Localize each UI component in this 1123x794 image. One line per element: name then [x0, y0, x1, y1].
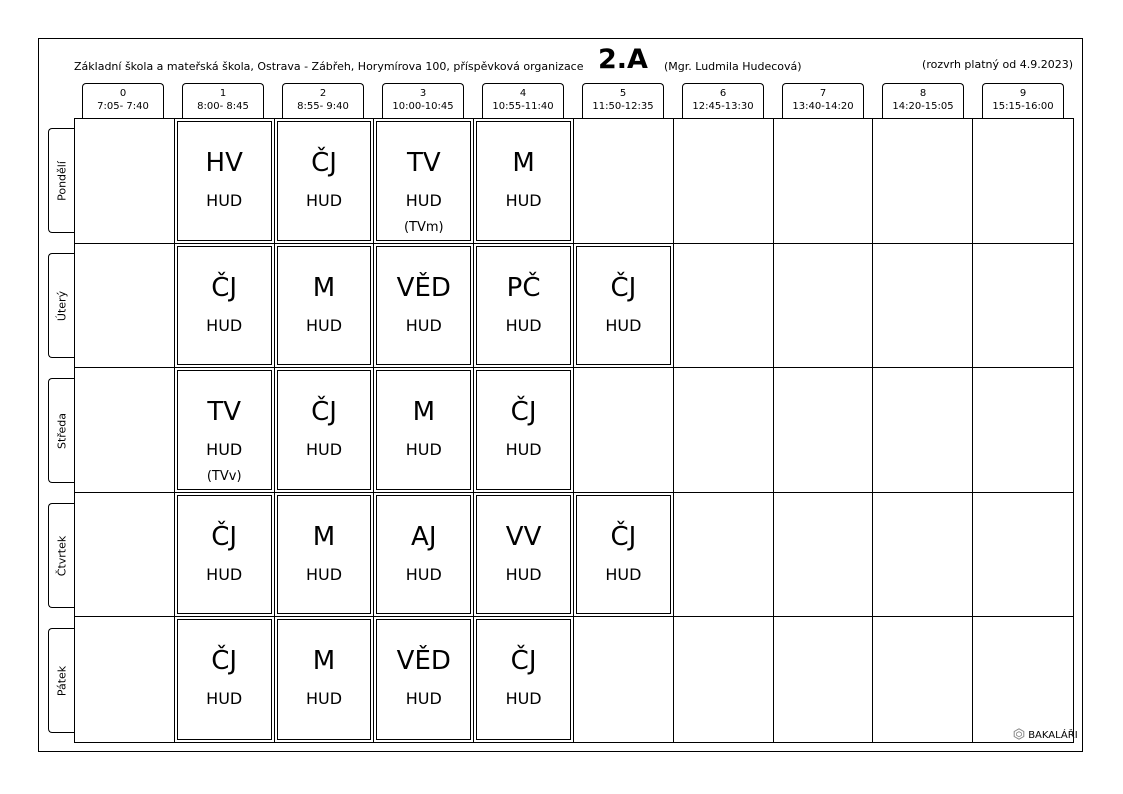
lesson-subject: VV — [505, 521, 542, 552]
timetable-cell — [275, 493, 375, 618]
timetable-cell — [175, 493, 275, 618]
lesson-subject: ČJ — [510, 397, 537, 428]
period-number: 9 — [1019, 88, 1027, 99]
lesson-teacher: HUD — [305, 440, 343, 460]
day-label — [48, 503, 74, 608]
brand-logo — [1013, 728, 1078, 741]
lesson-teacher: HUD — [405, 191, 442, 210]
lesson-card[interactable] — [476, 619, 571, 740]
lesson-teacher: HUD — [206, 191, 243, 210]
lesson-subject: VĚD — [396, 272, 451, 303]
lesson-subject: M — [312, 646, 336, 677]
timetable-cell — [774, 617, 874, 742]
lesson-card[interactable] — [376, 370, 471, 490]
lesson-card[interactable] — [177, 495, 272, 615]
lesson-subject: ČJ — [211, 272, 238, 303]
timetable-cell — [873, 617, 973, 742]
timetable-cell — [374, 368, 474, 493]
period-header-5 — [582, 83, 664, 119]
period-header-6 — [682, 83, 764, 119]
lesson-subject: AJ — [411, 521, 437, 552]
period-number: 7 — [819, 88, 827, 99]
timetable-cell — [374, 617, 474, 742]
period-time: 14:20-15:05 — [892, 101, 954, 112]
lesson-card[interactable] — [177, 370, 272, 490]
lesson-teacher: HUD — [405, 440, 442, 460]
day-name: Úterý — [55, 290, 68, 321]
day-name: Čtvrtek — [55, 535, 68, 576]
timetable-cell — [674, 244, 774, 369]
lesson-card[interactable] — [177, 619, 272, 740]
timetable-cell — [574, 368, 674, 493]
period-header-1 — [182, 83, 264, 119]
timetable-cell — [774, 119, 874, 244]
period-number: 0 — [119, 88, 127, 99]
timetable-cell — [175, 368, 275, 493]
timetable-cell — [674, 368, 774, 493]
bakalari-logo-icon — [1013, 728, 1025, 740]
lesson-card[interactable] — [476, 246, 571, 366]
lesson-teacher: HUD — [505, 191, 542, 210]
lesson-card[interactable] — [177, 246, 272, 366]
timetable-cell — [774, 493, 874, 618]
timetable-cell — [973, 617, 1073, 742]
timetable-cell — [374, 244, 474, 369]
timetable-cell — [175, 244, 275, 369]
day-label — [48, 128, 74, 233]
lesson-subject: ČJ — [311, 148, 337, 178]
period-number: 4 — [519, 88, 527, 99]
timetable-cell — [474, 368, 574, 493]
lesson-subject: ČJ — [311, 397, 337, 428]
lesson-card[interactable] — [576, 495, 671, 615]
timetable-cell — [574, 119, 674, 244]
period-time: 10:55-11:40 — [492, 101, 554, 112]
timetable-cell — [973, 368, 1073, 493]
timetable-cell — [873, 244, 973, 369]
lesson-teacher: HUD — [605, 315, 642, 335]
day-label — [48, 628, 74, 733]
lesson-subject: ČJ — [610, 272, 637, 303]
lesson-teacher: HUD — [405, 315, 442, 335]
period-time: 13:40-14:20 — [792, 101, 854, 112]
lesson-subject: M — [412, 397, 435, 428]
lesson-subject: M — [312, 521, 336, 552]
lesson-teacher: HUD — [305, 191, 343, 210]
period-time: 11:50-12:35 — [592, 101, 654, 112]
validity-date: (rozvrh platný od 4.9.2023) — [922, 58, 1073, 71]
timetable-cell — [75, 493, 175, 618]
timetable-cell — [774, 368, 874, 493]
period-header-7 — [782, 83, 864, 119]
period-number: 2 — [319, 88, 327, 99]
timetable-cell — [873, 119, 973, 244]
timetable-cell — [674, 617, 774, 742]
lesson-teacher: HUD — [405, 689, 442, 709]
timetable-cell — [973, 244, 1073, 369]
timetable-cell — [75, 368, 175, 493]
period-time: 15:15-16:00 — [992, 101, 1054, 112]
period-time: 12:45-13:30 — [692, 101, 754, 112]
timetable-cell — [474, 617, 574, 742]
lesson-card[interactable] — [476, 495, 571, 615]
timetable-cell — [873, 368, 973, 493]
lesson-subject: ČJ — [211, 646, 238, 677]
timetable-cell — [674, 493, 774, 618]
period-time: 8:00- 8:45 — [197, 101, 249, 112]
lesson-card[interactable] — [277, 495, 372, 615]
timetable-cell — [275, 368, 375, 493]
lesson-subject: ČJ — [610, 521, 637, 552]
period-number: 1 — [219, 88, 227, 99]
lesson-card[interactable] — [277, 246, 372, 366]
timetable-cell — [973, 119, 1073, 244]
lesson-subject: M — [512, 148, 535, 178]
period-header-9 — [982, 83, 1064, 119]
timetable-cell — [574, 493, 674, 618]
period-number: 6 — [719, 88, 727, 99]
timetable-cell — [275, 119, 375, 244]
period-number: 8 — [919, 88, 927, 99]
lesson-teacher: HUD — [206, 564, 243, 584]
timetable-cell — [574, 244, 674, 369]
period-time: 7:05- 7:40 — [97, 101, 149, 112]
period-time: 8:55- 9:40 — [297, 101, 349, 112]
lesson-card[interactable] — [177, 121, 272, 241]
day-name: Pátek — [55, 665, 68, 696]
lesson-subject: VĚD — [396, 646, 451, 677]
lesson-subject: M — [312, 272, 336, 303]
timetable-cell — [474, 119, 574, 244]
timetable-cell — [374, 119, 474, 244]
timetable-grid — [74, 118, 1074, 743]
lesson-subject: TV — [406, 148, 441, 178]
lesson-subject: HV — [205, 148, 243, 178]
lesson-card[interactable] — [476, 370, 571, 490]
lesson-card[interactable] — [576, 246, 671, 366]
period-header-4 — [482, 83, 564, 119]
lesson-group: (TVv) — [206, 469, 242, 485]
period-header-2 — [282, 83, 364, 119]
period-number: 5 — [619, 88, 627, 99]
period-header-0 — [82, 83, 164, 119]
day-name: Pondělí — [55, 160, 68, 201]
lesson-card[interactable] — [376, 246, 471, 366]
timetable-cell — [474, 244, 574, 369]
lesson-subject: TV — [207, 397, 242, 428]
lesson-teacher: HUD — [605, 564, 642, 584]
lesson-card[interactable] — [277, 121, 372, 241]
period-header-3 — [382, 83, 464, 119]
day-name: Středa — [55, 412, 68, 449]
lesson-group: (TVm) — [403, 220, 444, 235]
period-time: 10:00-10:45 — [392, 101, 454, 112]
lesson-teacher: HUD — [206, 689, 243, 709]
timetable-cell — [674, 119, 774, 244]
lesson-card[interactable] — [277, 619, 372, 740]
timetable-cell — [873, 493, 973, 618]
timetable-cell — [175, 617, 275, 742]
lesson-subject: ČJ — [510, 646, 537, 677]
lesson-teacher: HUD — [206, 315, 243, 335]
timetable-cell — [75, 244, 175, 369]
timetable-cell — [75, 119, 175, 244]
lesson-card[interactable] — [376, 495, 471, 615]
timetable-cell — [973, 493, 1073, 618]
lesson-card[interactable] — [277, 370, 372, 490]
lesson-teacher: HUD — [305, 689, 343, 709]
period-number: 3 — [419, 88, 427, 99]
timetable-cell — [275, 244, 375, 369]
lesson-subject: PČ — [506, 272, 541, 303]
lesson-teacher: HUD — [305, 315, 343, 335]
lesson-teacher: HUD — [505, 440, 542, 460]
day-label — [48, 253, 74, 358]
lesson-subject: ČJ — [211, 521, 238, 552]
lesson-teacher: HUD — [505, 689, 542, 709]
lesson-teacher: HUD — [405, 564, 442, 584]
timetable-cell — [574, 617, 674, 742]
day-label — [48, 378, 74, 483]
brand-name: BAKALÁŘI — [1028, 730, 1078, 741]
timetable-cell — [275, 617, 375, 742]
lesson-card[interactable] — [376, 619, 471, 740]
class-name: 2.A — [598, 44, 648, 75]
lesson-teacher: HUD — [305, 564, 343, 584]
period-header-8 — [882, 83, 964, 119]
lesson-teacher: HUD — [505, 315, 542, 335]
timetable-cell — [175, 119, 275, 244]
lesson-teacher: HUD — [505, 564, 542, 584]
school-name: Základní škola a mateřská škola, Ostrava - Zábřeh, Horymírova 100, příspěvková organizace — [74, 60, 584, 73]
class-teacher: (Mgr. Ludmila Hudecová) — [664, 60, 802, 73]
timetable-cell — [474, 493, 574, 618]
lesson-card[interactable] — [376, 121, 471, 241]
timetable-cell — [774, 244, 874, 369]
lesson-teacher: HUD — [206, 440, 243, 460]
lesson-card[interactable] — [476, 121, 571, 241]
timetable-cell — [75, 617, 175, 742]
timetable-cell — [374, 493, 474, 618]
